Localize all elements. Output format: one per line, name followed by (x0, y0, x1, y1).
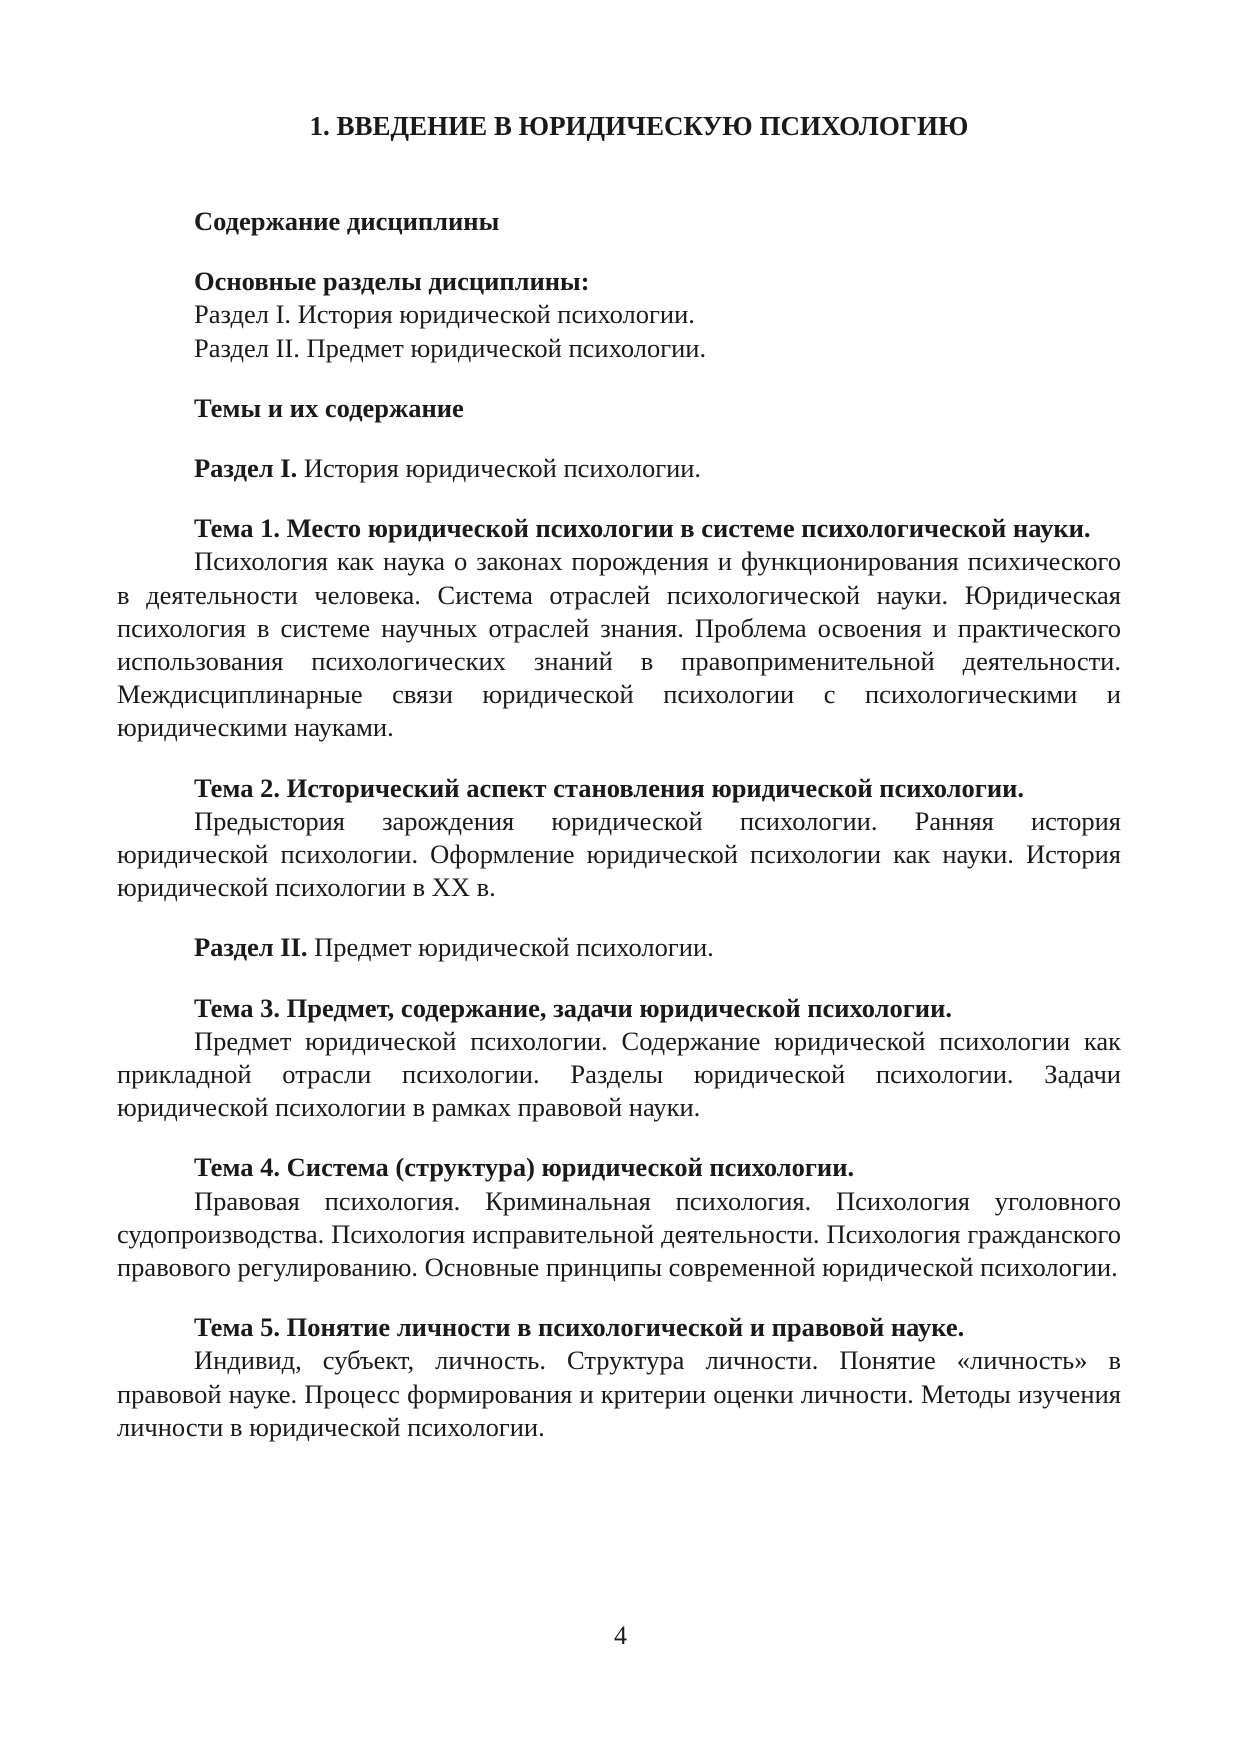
section-2-label: Раздел II. (194, 932, 308, 963)
page-content (117, 110, 1121, 1444)
topic-3-body: Предмет юридической психологии. Содержание юридической психологии как прикладной отрасли психологии. Разделы юридической психологии. Задачи юридической психологии в рамках правовой науки. (117, 1025, 1121, 1123)
page-number: 4 (614, 1621, 627, 1650)
topic-5-title: Тема 5. Понятие личности в психологической и правовой науке. (194, 1312, 965, 1343)
topic-4-title: Тема 4. Система (структура) юридической психологии. (194, 1152, 855, 1183)
chapter-title: 1. ВВЕДЕНИЕ В ЮРИДИЧЕСКУЮ ПСИХОЛОГИЮ (309, 111, 969, 141)
topic-1-body: Психология как наука о законах порождения и функционирования психического в деятельности человека. Система отраслей психологической науки. Юридическая психология в системе научных отраслей знания. Проблема освоения и практического использования психологических знаний в правоприменительной деятельности. Междисциплинарные связи юридической психологии с психологическими и юридическими науками. (117, 546, 1121, 743)
main-sections-heading: Основные разделы дисциплины: (194, 266, 590, 297)
topic-4-body: Правовая психология. Криминальная психология. Психология уголовного судопроизводства. Психология исправительной деятельности. Психология гражданского правового регулированию. Основные принципы современной юридической психологии. (117, 1185, 1121, 1283)
section-2-heading (117, 931, 1121, 964)
topic-1-title: Тема 1. Место юридической психологии в системе психологической науки. (194, 513, 1091, 544)
main-section-item: Раздел I. История юридической психологии. (194, 299, 695, 330)
topic-5-body: Индивид, субъект, личность. Структура личности. Понятие «личность» в правовой науке. Процесс формирования и критерии оценки личности. Методы изучения личности в юридической психологии. (117, 1345, 1121, 1442)
topic-2-title: Тема 2. Исторический аспект становления юридической психологии. (194, 772, 1024, 803)
topic-3-title: Тема 3. Предмет, содержание, задачи юридической психологии. (194, 992, 952, 1023)
section-1-heading (117, 452, 1121, 485)
topic-2-body: Предыстория зарождения юридической психологии. Ранняя история юридической психологии. Оформление юридической психологии как науки. История юридической психологии в XX в. (117, 805, 1121, 903)
section-1-label: Раздел I. (194, 453, 298, 484)
section-1-title: История юридической психологии. (303, 453, 702, 484)
section-2-title: Предмет юридической психологии. (314, 932, 714, 963)
content-heading: Содержание дисциплины (194, 206, 500, 236)
topics-heading: Темы и их содержание (194, 392, 464, 423)
main-section-item: Раздел II. Предмет юридической психологии. (194, 332, 707, 363)
